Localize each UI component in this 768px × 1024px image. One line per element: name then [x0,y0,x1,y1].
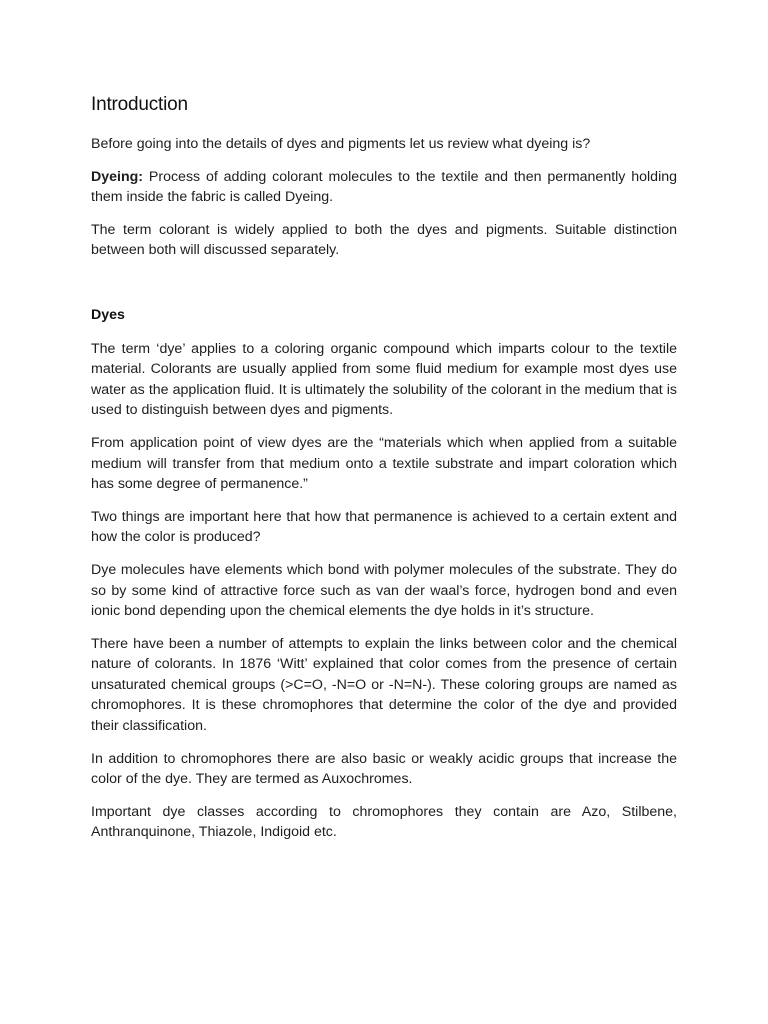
intro-paragraph-1: Before going into the details of dyes and pigments let us review what dyeing is? [91,136,591,152]
dyeing-term: Dyeing: [91,168,144,185]
dyes-paragraph: Important dye classes according to chromophores they contain are Azo, Stilbene, Anthranquinone, Thiazole, Indigoid etc. [91,803,677,841]
dyes-paragraph: The term ‘dye’ applies to a coloring organic compound which imparts colour to the textile material. Colorants are usually applied from some fluid medium for example most dyes use water as the application fluid. It is ultimately the solubility of the colorant in the medium that is used to distinguish between dyes and pigments. [91,340,677,419]
dyes-paragraph: Two things are important here that how that permanence is achieved to a certain extent and how the color is produced? [91,508,677,546]
dyes-paragraph: There have been a number of attempts to explain the links between color and the chemical nature of colorants. In 1876 ‘Witt’ explained that color comes from the presence of certain unsaturated chemical groups (>C=O, -N=O or -N=N-). These coloring groups are named as chromophores. It is these chromophores that determine the color of the dye and provided their classification. [91,635,677,735]
section-heading-dyes: Dyes [91,306,125,323]
dyes-paragraph: Dye molecules have elements which bond with polymer molecules of the substrate. They do so by some kind of attractive force such as van der waal’s force, hydrogen bond and even ionic bond depending upon the chemical elements the dye holds in it’s structure. [91,561,677,620]
dyeing-definition-text: Process of adding colorant molecules to the textile and then permanently holding them inside the fabric is called Dyeing. [91,168,677,206]
intro-paragraph-dyeing-definition [91,167,677,208]
dyes-paragraph: In addition to chromophores there are also basic or weakly acidic groups that increase the color of the dye. They are termed as Auxochromes. [91,750,677,788]
intro-paragraph-3: The term colorant is widely applied to both the dyes and pigments. Suitable distinction between both will discussed separately. [91,221,677,259]
section-heading-introduction: Introduction [91,94,188,115]
dyes-paragraph: From application point of view dyes are the “materials which when applied from a suitable medium will transfer from that medium onto a textile substrate and impart coloration which has some degree of permanence.” [91,434,677,493]
